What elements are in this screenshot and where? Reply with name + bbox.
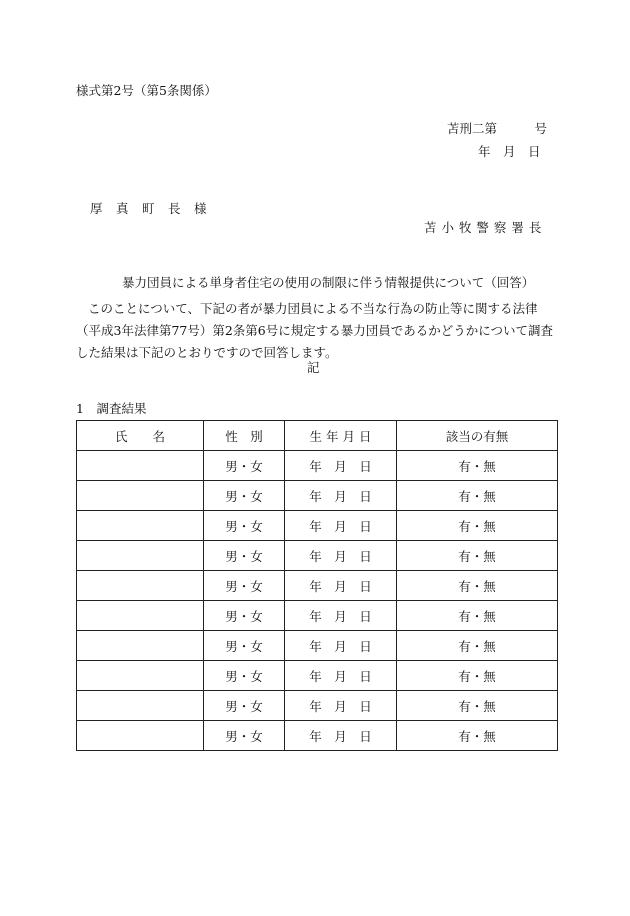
- sender: 苫 小 牧 警 察 署 長: [424, 220, 542, 235]
- table-row: [77, 511, 558, 541]
- table-row: [77, 661, 558, 691]
- table-row: [77, 541, 558, 571]
- sex-cell: 男・女: [204, 691, 285, 721]
- table-row: [77, 631, 558, 661]
- sex-cell: 男・女: [204, 571, 285, 601]
- sex-cell: 男・女: [204, 601, 285, 631]
- sex-cell: 男・女: [204, 511, 285, 541]
- sex-cell: 男・女: [204, 481, 285, 511]
- birthdate-cell: 年 月 日: [285, 721, 397, 751]
- name-cell: [77, 451, 204, 481]
- table-row: [77, 691, 558, 721]
- applicable-cell: 有・無: [397, 511, 558, 541]
- birthdate-cell: 年 月 日: [285, 631, 397, 661]
- sex-cell: 男・女: [204, 721, 285, 751]
- header-birthdate: 生 年 月 日: [285, 421, 397, 451]
- name-cell: [77, 661, 204, 691]
- table-row: [77, 571, 558, 601]
- name-cell: [77, 631, 204, 661]
- birthdate-cell: 年 月 日: [285, 451, 397, 481]
- name-cell: [77, 691, 204, 721]
- table-row: [77, 481, 558, 511]
- birthdate-cell: 年 月 日: [285, 481, 397, 511]
- form-label: 様式第2号（第5条関係）: [76, 83, 217, 98]
- birthdate-cell: 年 月 日: [285, 571, 397, 601]
- applicable-cell: 有・無: [397, 541, 558, 571]
- header-applicable: 該当の有無: [397, 421, 558, 451]
- name-cell: [77, 541, 204, 571]
- body-paragraph: このことについて、下記の者が暴力団員による不当な行為の防止等に関する法律（平成3年法律第77号）第2条第6号に規定する暴力団員であるかどうかについて調査した結果は下記のとおりですので回答します。: [76, 301, 554, 360]
- table-row: [77, 451, 558, 481]
- birthdate-cell: 年 月 日: [285, 661, 397, 691]
- applicable-cell: 有・無: [397, 721, 558, 751]
- applicable-cell: 有・無: [397, 631, 558, 661]
- name-cell: [77, 481, 204, 511]
- table-row: [77, 721, 558, 751]
- applicable-cell: 有・無: [397, 661, 558, 691]
- name-cell: [77, 571, 204, 601]
- sex-cell: 男・女: [204, 451, 285, 481]
- table-row: [77, 601, 558, 631]
- header-name: 氏 名: [77, 421, 204, 451]
- document-subject: 暴力団員による単身者住宅の使用の制限に伴う情報提供について（回答）: [122, 275, 535, 290]
- sex-cell: 男・女: [204, 541, 285, 571]
- section-heading: 1 調査結果: [76, 401, 147, 416]
- sex-cell: 男・女: [204, 661, 285, 691]
- addressee: 厚 真 町 長 様: [90, 201, 208, 216]
- document-number: 苫刑二第 号: [447, 121, 548, 136]
- sex-cell: 男・女: [204, 631, 285, 661]
- applicable-cell: 有・無: [397, 481, 558, 511]
- document-date: 年 月 日: [478, 144, 541, 159]
- birthdate-cell: 年 月 日: [285, 541, 397, 571]
- birthdate-cell: 年 月 日: [285, 691, 397, 721]
- table-header-row: [77, 421, 558, 451]
- applicable-cell: 有・無: [397, 601, 558, 631]
- applicable-cell: 有・無: [397, 451, 558, 481]
- name-cell: [77, 601, 204, 631]
- birthdate-cell: 年 月 日: [285, 601, 397, 631]
- result-table: [76, 420, 558, 751]
- name-cell: [77, 511, 204, 541]
- header-sex: 性 別: [204, 421, 285, 451]
- name-cell: [77, 721, 204, 751]
- ki-heading: 記: [307, 360, 320, 375]
- birthdate-cell: 年 月 日: [285, 511, 397, 541]
- applicable-cell: 有・無: [397, 571, 558, 601]
- applicable-cell: 有・無: [397, 691, 558, 721]
